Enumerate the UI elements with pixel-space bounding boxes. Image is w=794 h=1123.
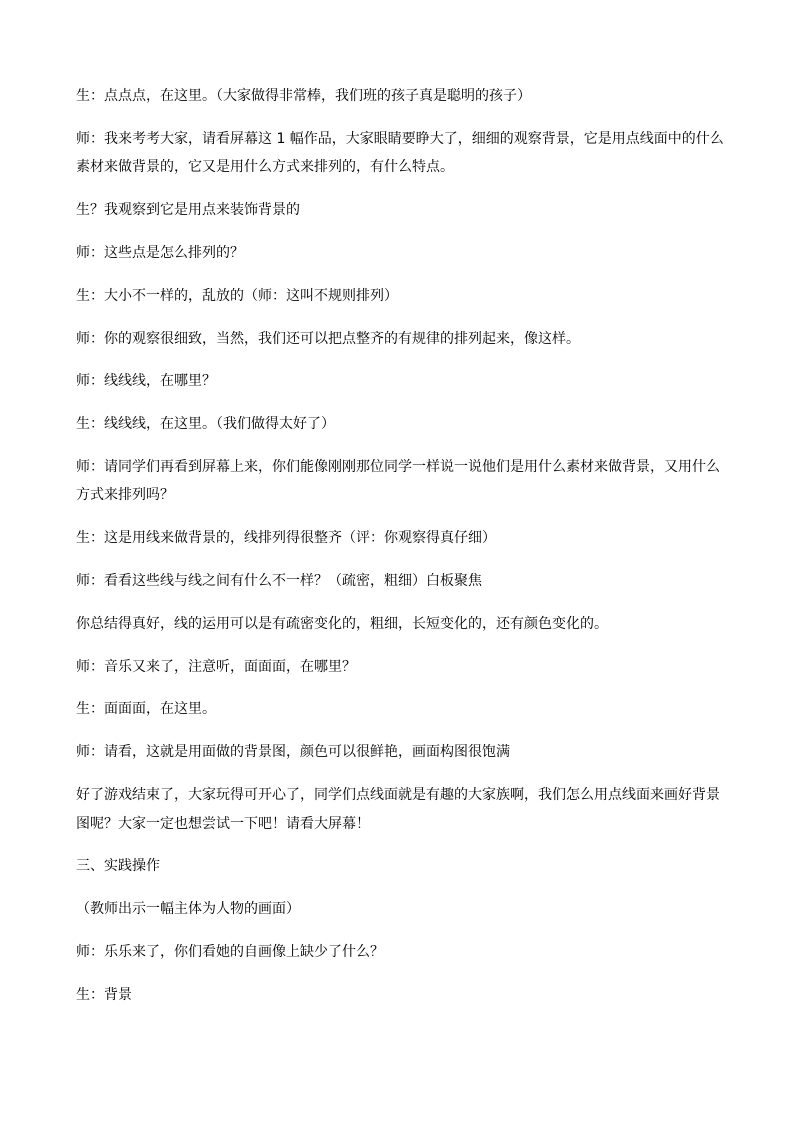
paragraph-20: 生：背景: [76, 986, 132, 1003]
paragraph-19: 师：乐乐来了，你们看她的自画像上缺少了什么？: [76, 943, 384, 960]
section-heading: 三、实践操作: [76, 858, 160, 875]
paragraph-1: 生：点点点，在这里。（大家做得非常棒，我们班的孩子真是聪明的孩子）: [76, 88, 531, 104]
paragraph-8: 生：线线线，在这里。（我们做得太好了）: [76, 416, 335, 433]
paragraph-14: 生：面面面，在这里。: [76, 701, 216, 718]
document-body: [76, 82, 726, 1023]
paragraph-13: 师：音乐又来了，注意听，面面面，在哪里？: [76, 658, 356, 675]
paragraph-18: （教师出示一幅主体为人物的画面）: [76, 901, 300, 918]
paragraph-12: 你总结得真好，线的运用可以是有疏密变化的，粗细，长短变化的，还有颜色变化的。: [76, 615, 608, 632]
paragraph-15: 师：请看，这就是用面做的背景图，颜色可以很鲜艳，画面构图很饱满: [76, 744, 510, 761]
paragraph-3: 生？我观察到它是用点来装饰背景的: [76, 202, 300, 219]
paragraph-7: 师：线线线，在哪里？: [76, 373, 216, 390]
paragraph-11: 师：看看这些线与线之间有什么不一样？（疏密，粗细）白板聚焦: [76, 573, 482, 589]
paragraph-10: 生：这是用线来做背景的，线排列得很整齐（评：你观察得真仔细）: [76, 530, 496, 547]
paragraph-4: 师：这些点是怎么排列的？: [76, 244, 244, 261]
paragraph-16: 好了游戏结束了，大家玩得可开心了，同学们点线面就是有趣的大家族啊，我们怎么用点线面来画好背景图呢？大家一定也想尝试一下吧！请看大屏幕！: [76, 786, 720, 832]
paragraph-2: 师：我来考考大家，请看屏幕这 1 幅作品，大家眼睛要睁大了，细细的观察背景，它是用点线面中的什么素材来做背景的，它又是用什么方式来排列的，有什么特点。: [76, 130, 724, 176]
paragraph-9: 师：请同学们再看到屏幕上来，你们能像刚刚那位同学一样说一说他们是用什么素材来做背景，又用什么方式来排列吗？: [76, 458, 720, 504]
paragraph-6: 师：你的观察很细致，当然，我们还可以把点整齐的有规律的排列起来，像这样。: [76, 330, 580, 347]
paragraph-5: 生：大小不一样的，乱放的（师：这叫不规则排列）: [76, 287, 398, 304]
